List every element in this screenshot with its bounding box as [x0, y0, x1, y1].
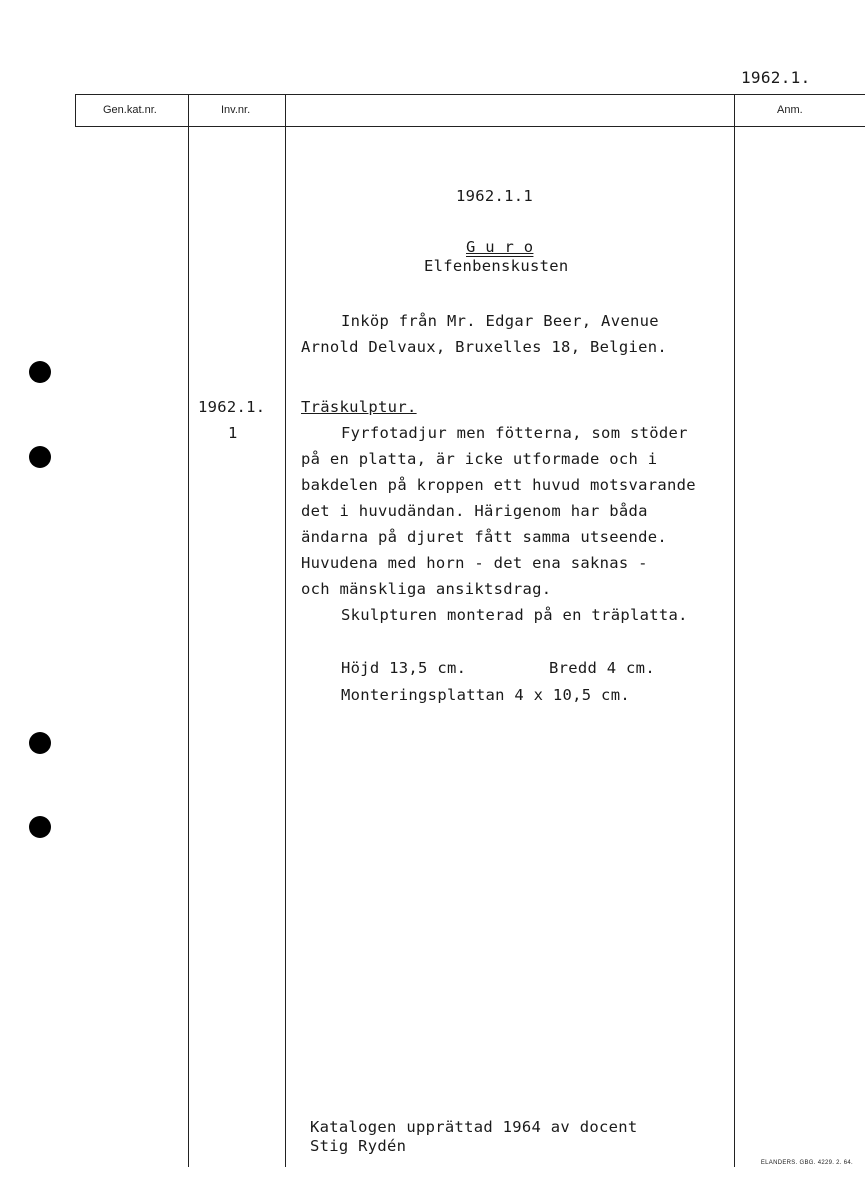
header-inv-nr: Inv.nr.	[221, 104, 251, 116]
inv-number: 1962.1.	[198, 398, 266, 416]
entry-number: 1962.1.1	[456, 187, 534, 205]
punch-hole	[29, 361, 51, 383]
description-line: Fyrfotadjur men fötterna, som stöder	[341, 424, 688, 442]
description-line: på en platta, är icke utformade och i	[301, 450, 658, 468]
inv-number-sub: 1	[228, 424, 238, 442]
punch-hole	[29, 816, 51, 838]
punch-hole	[29, 446, 51, 468]
catalog-note: Stig Rydén	[310, 1137, 407, 1155]
height-measure: Höjd 13,5 cm.	[341, 659, 467, 677]
description-line: ändarna på djuret fått samma utseende.	[301, 528, 668, 546]
page-number: 1962.1.	[741, 68, 811, 87]
catalog-note: Katalogen upprättad 1964 av docent	[310, 1118, 638, 1136]
width-measure: Bredd 4 cm.	[549, 659, 655, 677]
printer-mark: ELANDERS. GBG. 4229. 2. 64.	[760, 1160, 853, 1166]
column-divider	[734, 94, 735, 1167]
description-line: Skulpturen monterad på en träplatta.	[341, 606, 688, 624]
object-type: Träskulptur.	[301, 398, 417, 416]
column-divider	[285, 94, 286, 1167]
description-line: Huvudena med horn - det ena saknas -	[301, 554, 648, 572]
mount-measure: Monteringsplattan 4 x 10,5 cm.	[341, 686, 630, 704]
purchase-line: Inköp från Mr. Edgar Beer, Avenue	[341, 312, 659, 330]
description-line: och mänskliga ansiktsdrag.	[301, 580, 552, 598]
entry-region: Elfenbenskusten	[424, 257, 569, 275]
punch-hole	[29, 732, 51, 754]
purchase-line: Arnold Delvaux, Bruxelles 18, Belgien.	[301, 338, 668, 356]
entry-title: G u r o	[466, 238, 534, 256]
description-line: det i huvudändan. Härigenom har båda	[301, 502, 648, 520]
table-header-rule	[75, 126, 865, 127]
column-divider	[188, 94, 189, 1167]
table-top-rule	[75, 94, 865, 95]
description-line: bakdelen på kroppen ett huvud motsvarande	[301, 476, 696, 494]
header-gen-kat-nr: Gen.kat.nr.	[103, 104, 157, 116]
header-anm: Anm.	[777, 104, 803, 116]
column-divider	[75, 94, 76, 127]
